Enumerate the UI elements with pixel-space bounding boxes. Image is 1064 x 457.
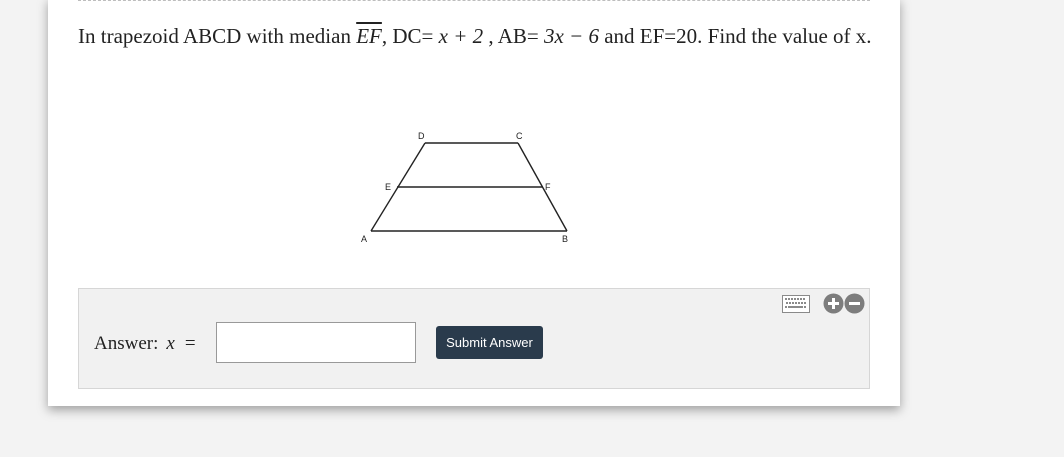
label-a: A [361, 234, 368, 244]
answer-text: Answer: [94, 333, 159, 354]
label-b: B [562, 234, 569, 244]
label-c: C [516, 131, 523, 141]
question-part: , DC= [381, 24, 439, 48]
submit-answer-button[interactable]: Submit Answer [436, 326, 543, 359]
label-d: D [418, 131, 425, 141]
plus-circle-icon[interactable] [823, 293, 844, 314]
answer-variable: x [166, 333, 175, 354]
answer-label [94, 333, 196, 355]
answer-equals: = [184, 333, 196, 354]
ab-expression: 3x − 6 [543, 24, 599, 48]
dc-expression: x + 2 [438, 24, 484, 48]
problem-card [48, 0, 900, 406]
question-part: and EF=20. Find the value of x. [598, 24, 872, 48]
median-label: $\overline{EF}$ [356, 24, 382, 48]
keyboard-icon[interactable] [782, 295, 810, 313]
answer-input[interactable] [216, 322, 416, 363]
question-part: , AB= [483, 24, 544, 48]
answer-panel [78, 288, 870, 389]
minus-circle-icon[interactable] [844, 293, 865, 314]
trapezoid-figure [48, 0, 900, 278]
label-e: E [385, 182, 392, 192]
question-part: In trapezoid ABCD with median [78, 24, 357, 48]
label-f: F [545, 182, 551, 192]
